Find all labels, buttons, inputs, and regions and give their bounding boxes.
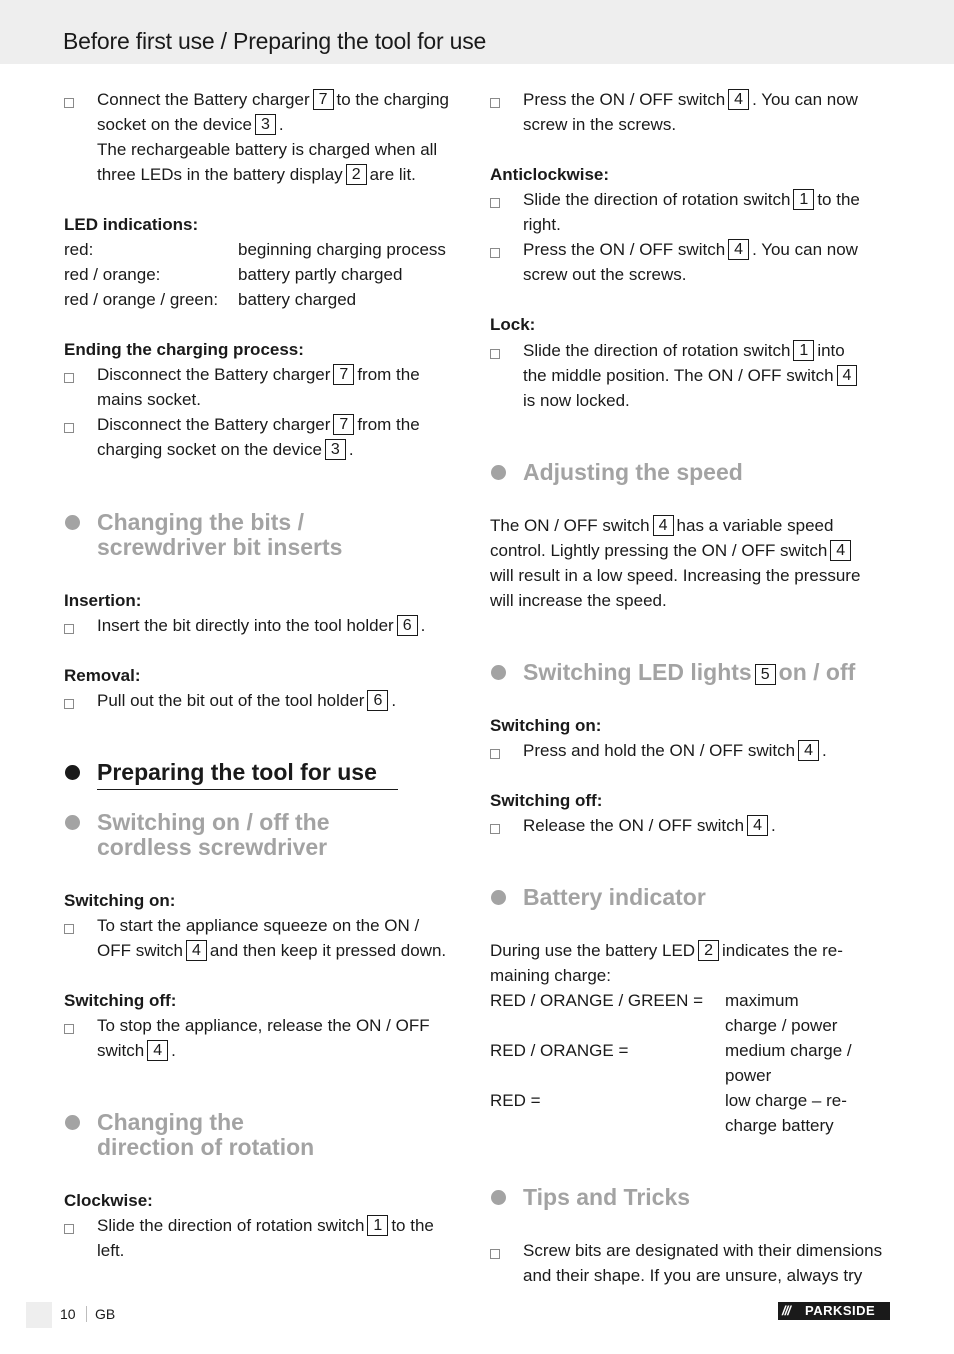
ref-box: 1	[793, 189, 814, 210]
section-title-led-lights: Switching LED lights 5 on / off	[523, 659, 856, 685]
ref-box: 1	[367, 1215, 388, 1236]
led-key: red / orange / green:	[64, 290, 219, 309]
cw-cont-line-2: screw in the screws.	[523, 115, 677, 134]
charge-line-3: The rechargeable battery is charged when all	[97, 140, 438, 159]
section-title-switching-2: cordless screwdriver	[97, 834, 328, 860]
battery-key: RED / ORANGE / GREEN =	[490, 991, 704, 1010]
bullet-square-icon	[64, 924, 74, 934]
bullet-square-icon	[490, 198, 500, 208]
ref-box: 4	[653, 515, 674, 536]
led-on-heading: Switching on:	[490, 716, 602, 735]
section-bullet-icon	[491, 1190, 506, 1205]
anticlockwise-heading: Anticlockwise:	[490, 165, 610, 184]
bullet-square-icon	[64, 373, 74, 383]
charge-line-4: three LEDs in the battery display 2 are lit.	[97, 165, 416, 184]
section-bullet-icon	[491, 890, 506, 905]
clockwise-line-1: Slide the direction of rotation switch 1 to the	[97, 1216, 434, 1235]
section-title-bits: Changing the bits /	[97, 509, 304, 535]
switch-on-heading: Switching on:	[64, 891, 176, 910]
bullet-square-icon	[64, 98, 74, 108]
page-title: Before first use / Preparing the tool for use	[63, 28, 487, 54]
ending-item-1: Disconnect the Battery charger 7 from the	[97, 365, 420, 384]
led-on-text: Press and hold the ON / OFF switch 4 .	[523, 741, 827, 760]
ref-box: 6	[397, 615, 418, 636]
battery-line-1: During use the battery LED 2 indicates the re-	[490, 941, 843, 960]
ref-box: 5	[755, 664, 776, 685]
lock-line-3: is now locked.	[523, 391, 630, 410]
battery-value: maximum	[725, 991, 799, 1010]
bullet-square-icon	[64, 423, 74, 433]
bullet-square-icon	[64, 624, 74, 634]
ref-box: 4	[728, 89, 749, 110]
section-bullet-icon	[491, 665, 506, 680]
ref-box: 2	[346, 164, 367, 185]
acw-item-1: Slide the direction of rotation switch 1 to the	[523, 190, 860, 209]
speed-line-3: will result in a low speed. Increasing the pressure	[490, 566, 861, 585]
bullet-square-icon	[490, 349, 500, 359]
insertion-heading: Insertion:	[64, 591, 142, 610]
ending-heading: Ending the charging process:	[64, 340, 304, 359]
bullet-square-icon	[64, 699, 74, 709]
removal-heading: Removal:	[64, 666, 141, 685]
logo-text: PARKSIDE	[805, 1303, 876, 1318]
bullet-square-icon	[490, 1249, 500, 1259]
bullet-square-icon	[490, 824, 500, 834]
tips-line-1: Screw bits are designated with their dimensions	[523, 1241, 883, 1260]
section-title-speed: Adjusting the speed	[523, 459, 743, 485]
ref-box: 3	[255, 114, 276, 135]
switch-on-line-1: To start the appliance squeeze on the ON /	[97, 916, 420, 935]
title-underline	[97, 789, 398, 790]
ref-box: 4	[747, 815, 768, 836]
battery-line-2: maining charge:	[490, 966, 611, 985]
speed-line-2: control. Lightly pressing the ON / OFF switch 4	[490, 538, 854, 563]
page-number: 10	[60, 1306, 76, 1322]
ref-box: 4	[798, 740, 819, 761]
logo-stripes-icon: ///	[782, 1303, 790, 1318]
battery-value: charge battery	[725, 1116, 834, 1135]
section-title-direction-2: direction of rotation	[97, 1134, 315, 1160]
section-bullet-icon	[65, 765, 80, 780]
charge-line-1: Connect the Battery charger 7 to the charging	[97, 90, 449, 109]
clockwise-heading: Clockwise:	[64, 1191, 153, 1210]
charge-line-2: socket on the device 3 .	[97, 115, 284, 134]
switch-off-line-2: switch 4 .	[97, 1041, 176, 1060]
section-bullet-icon	[65, 1115, 80, 1130]
led-off-text: Release the ON / OFF switch 4 .	[523, 816, 776, 835]
switch-on-line-2: OFF switch 4 and then keep it pressed down.	[97, 941, 447, 960]
led-value: battery partly charged	[238, 265, 403, 284]
battery-key: RED =	[490, 1091, 541, 1110]
section-title-preparing: Preparing the tool for use	[97, 759, 377, 785]
ref-box: 7	[313, 89, 334, 110]
insertion-text: Insert the bit directly into the tool holder 6 .	[97, 616, 426, 635]
ref-box: 4	[837, 365, 858, 386]
battery-value: power	[725, 1066, 772, 1085]
section-bullet-icon	[65, 815, 80, 830]
section-title-battery: Battery indicator	[523, 884, 706, 910]
footer-divider	[86, 1306, 87, 1322]
ref-box: 4	[147, 1040, 168, 1061]
ref-box: 3	[325, 439, 346, 460]
ref-box: 7	[333, 414, 354, 435]
ref-box: 2	[698, 940, 719, 961]
battery-value: medium charge /	[725, 1041, 852, 1060]
ref-box: 6	[367, 690, 388, 711]
section-bullet-icon	[491, 465, 506, 480]
led-heading: LED indications:	[64, 215, 199, 234]
bullet-square-icon	[64, 1024, 74, 1034]
led-value: beginning charging process	[238, 240, 446, 259]
language-code: GB	[95, 1306, 116, 1322]
ref-box: 7	[333, 364, 354, 385]
battery-key: RED / ORANGE =	[490, 1041, 629, 1060]
footer-tab	[26, 1302, 52, 1328]
battery-value: charge / power	[725, 1016, 838, 1035]
parkside-logo	[778, 1302, 890, 1320]
bullet-square-icon	[490, 98, 500, 108]
ref-box: 4	[728, 239, 749, 260]
acw-item-2-cont: screw out the screws.	[523, 265, 687, 284]
section-title-bits-2: screwdriver bit inserts	[97, 534, 343, 560]
section-bullet-icon	[65, 515, 80, 530]
led-key: red / orange:	[64, 265, 161, 284]
cw-cont-line-1: Press the ON / OFF switch 4 . You can now	[523, 90, 858, 109]
bullet-square-icon	[490, 248, 500, 258]
switch-off-heading: Switching off:	[64, 991, 177, 1010]
section-title-tips: Tips and Tricks	[523, 1184, 691, 1210]
led-off-heading: Switching off:	[490, 791, 603, 810]
led-value: battery charged	[238, 290, 357, 309]
removal-text: Pull out the bit out of the tool holder 6 .	[97, 691, 397, 710]
section-title-direction: Changing the	[97, 1109, 244, 1135]
acw-item-2: Press the ON / OFF switch 4 . You can now	[523, 240, 858, 259]
bullet-square-icon	[490, 749, 500, 759]
ending-item-1-cont: mains socket.	[97, 390, 201, 409]
ending-item-2-cont: charging socket on the device 3 .	[97, 440, 354, 459]
speed-line-4: will increase the speed.	[490, 591, 667, 610]
acw-item-1-cont: right.	[523, 215, 561, 234]
lock-line-2: the middle position. The ON / OFF switch 4	[523, 363, 860, 388]
section-title-switching: Switching on / off the	[97, 809, 330, 835]
ending-item-2: Disconnect the Battery charger 7 from the	[97, 415, 420, 434]
clockwise-line-2: left.	[97, 1241, 125, 1260]
led-key: red:	[64, 240, 94, 259]
speed-line-1: The ON / OFF switch 4 has a variable speed	[490, 516, 834, 535]
battery-value: low charge – re-	[725, 1091, 847, 1110]
switch-off-line-1: To stop the appliance, release the ON / OFF	[97, 1016, 430, 1035]
lock-line-1: Slide the direction of rotation switch 1 into	[523, 341, 845, 360]
ref-box: 4	[830, 540, 851, 561]
ref-box: 1	[793, 340, 814, 361]
tips-line-2: and their shape. If you are unsure, always try	[523, 1266, 863, 1285]
ref-box: 4	[186, 940, 207, 961]
lock-heading: Lock:	[490, 315, 536, 334]
bullet-square-icon	[64, 1224, 74, 1234]
